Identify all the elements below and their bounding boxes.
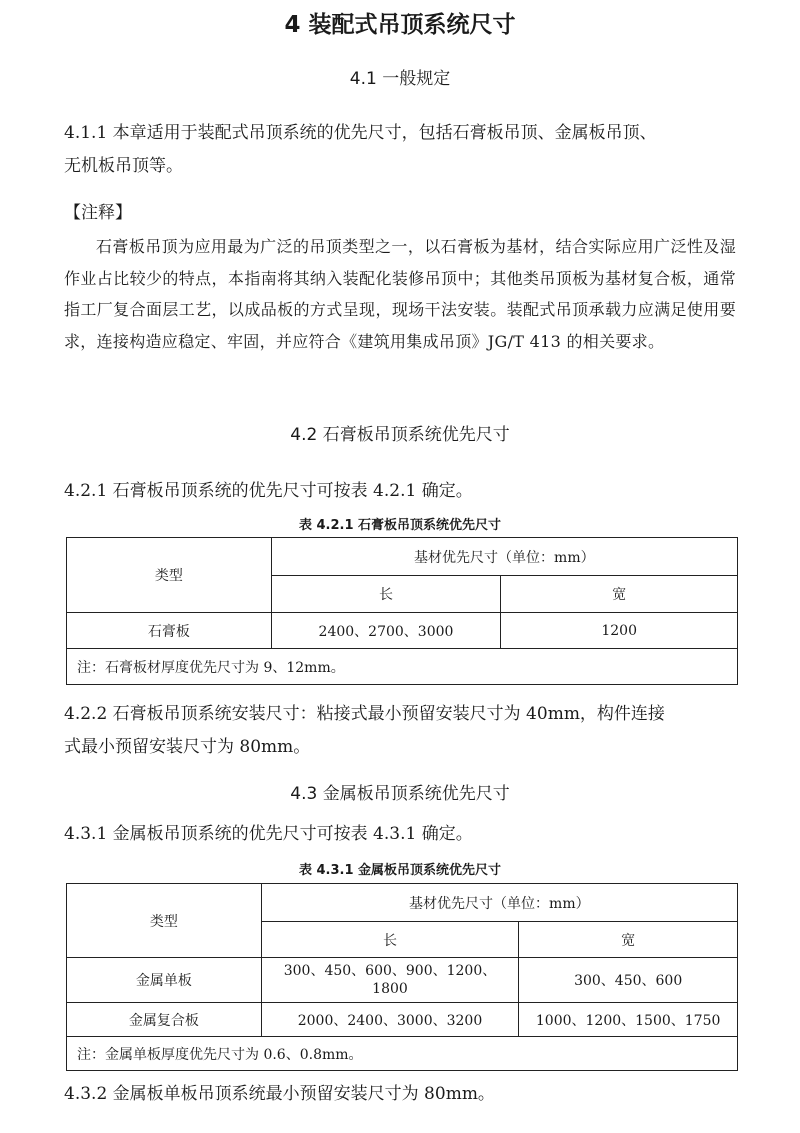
chapter-title: 4 装配式吊顶系统尺寸 [284, 12, 516, 38]
clause-4-2-2-line-1: 4.2.2 石膏板吊顶系统安装尺寸：粘接式最小预留安装尺寸为 40mm，构件连接 [64, 704, 665, 724]
table-row [67, 958, 738, 1003]
clause-4-2-1: 4.2.1 石膏板吊顶系统的优先尺寸可按表 4.2.1 确定。 [64, 481, 473, 501]
section-title-4-2: 4.2 石膏板吊顶系统优先尺寸 [290, 425, 510, 445]
clause-4-2-2-line-2: 式最小预留安装尺寸为 80mm。 [64, 737, 311, 757]
header-width: 宽 [501, 576, 738, 613]
header-length: 长 [261, 922, 519, 958]
clause-4-2-2 [64, 698, 744, 764]
clause-4-1-1-line-2: 无机板吊顶等。 [64, 156, 183, 176]
clause-4-1-1 [64, 117, 744, 183]
table-4-3-1-caption: 表 4.3.1 金属板吊顶系统优先尺寸 [298, 863, 502, 878]
cell-length-line-2: 1800 [372, 981, 408, 997]
cell-length [261, 958, 519, 1003]
cell-length: 2400、2700、3000 [271, 613, 501, 649]
header-base-size: 基材优先尺寸（单位：mm） [271, 538, 737, 576]
cell-type: 金属单板 [67, 958, 262, 1003]
header-type: 类型 [67, 538, 272, 613]
table-4-2-1 [66, 537, 738, 685]
section-title-4-1: 4.1 一般规定 [349, 69, 451, 89]
table-4-2-1-caption: 表 4.2.1 石膏板吊顶系统优先尺寸 [298, 518, 502, 533]
section-title-4-3: 4.3 金属板吊顶系统优先尺寸 [290, 784, 510, 804]
table-row [67, 613, 738, 649]
note-body: 石膏板吊顶为应用最为广泛的吊顶类型之一，以石膏板为基材，结合实际应用广泛性及湿作业占比较少的特点，本指南将其纳入装配化装修吊顶中；其他类吊顶板为基材复合板，通常指工厂复合面层工艺，以成品板的方式呈现，现场干法安装。装配式吊顶承载力应满足使用要求，连接构造应稳定、牢固，并应符合《建筑用集成吊顶》JG/T 413 的相关要求。 [64, 237, 736, 351]
cell-width: 300、450、600 [519, 958, 738, 1003]
cell-type: 金属复合板 [67, 1003, 262, 1037]
clause-4-3-2: 4.3.2 金属板单板吊顶系统最小预留安装尺寸为 80mm。 [64, 1084, 495, 1104]
header-length: 长 [271, 576, 501, 613]
header-base-size: 基材优先尺寸（单位：mm） [261, 884, 737, 922]
table-row [67, 1003, 738, 1037]
cell-type: 石膏板 [67, 613, 272, 649]
cell-length-line-1: 300、450、600、900、1200、 [283, 963, 497, 979]
table-note: 注：金属单板厚度优先尺寸为 0.6、0.8mm。 [67, 1037, 738, 1071]
cell-width: 1000、1200、1500、1750 [519, 1003, 738, 1037]
header-width: 宽 [519, 922, 738, 958]
clause-4-1-1-line-1: 4.1.1 本章适用于装配式吊顶系统的优先尺寸，包括石膏板吊顶、金属板吊顶、 [64, 123, 657, 143]
header-type: 类型 [67, 884, 262, 958]
table-4-3-1 [66, 883, 738, 1071]
cell-width: 1200 [501, 613, 738, 649]
cell-length: 2000、2400、3000、3200 [261, 1003, 519, 1037]
note-heading: 【注释】 [64, 203, 132, 223]
table-note: 注：石膏板材厚度优先尺寸为 9、12mm。 [67, 649, 738, 685]
clause-4-3-1: 4.3.1 金属板吊顶系统的优先尺寸可按表 4.3.1 确定。 [64, 824, 473, 844]
